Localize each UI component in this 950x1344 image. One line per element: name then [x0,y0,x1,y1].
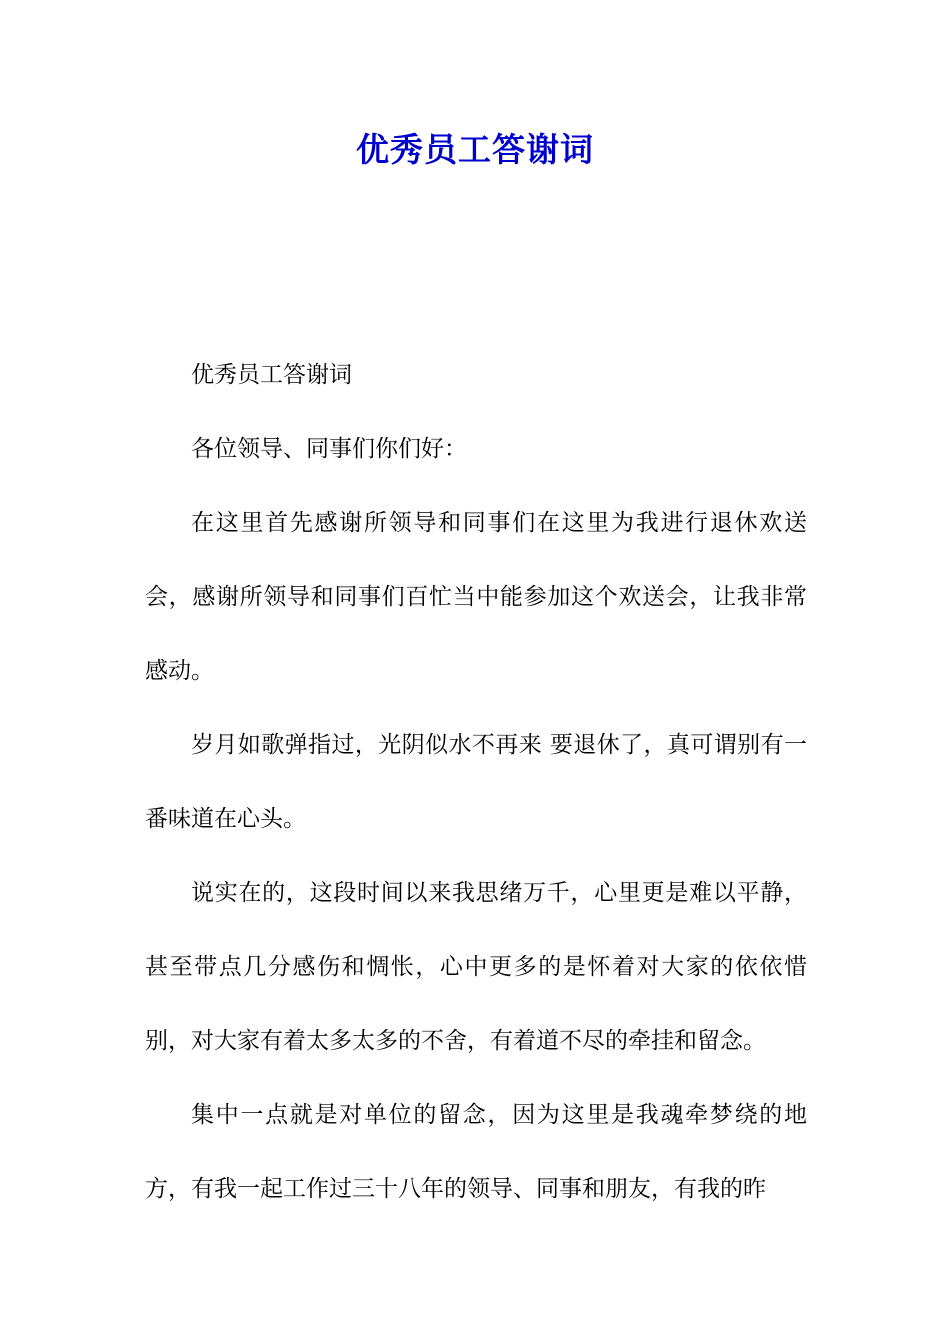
paragraph-years: 岁月如歌弹指过，光阴似水不再来 要退休了，真可谓别有一番味道在心头。 [145,732,807,832]
document-body [145,338,807,1226]
paragraph-unit: 集中一点就是对单位的留念，因为这里是我魂牵梦绕的地方，有我一起工作过三十八年的领导、同事和朋友，有我的昨 [145,1102,807,1202]
paragraph-greeting: 各位领导、同事们你们好： [191,436,467,462]
paragraph-heading: 优秀员工答谢词 [191,362,352,388]
paragraph-thanks: 在这里首先感谢所领导和同事们在这里为我进行退休欢送会，感谢所领导和同事们百忙当中能参加这个欢送会，让我非常感动。 [145,510,807,684]
paragraph-feelings: 说实在的，这段时间以来我思绪万千，心里更是难以平静，甚至带点几分感伤和惆怅，心中更多的是怀着对大家的依依惜别，对大家有着太多太多的不舍，有着道不尽的牵挂和留念。 [145,880,807,1054]
document-title: 优秀员工答谢词 [356,130,594,169]
